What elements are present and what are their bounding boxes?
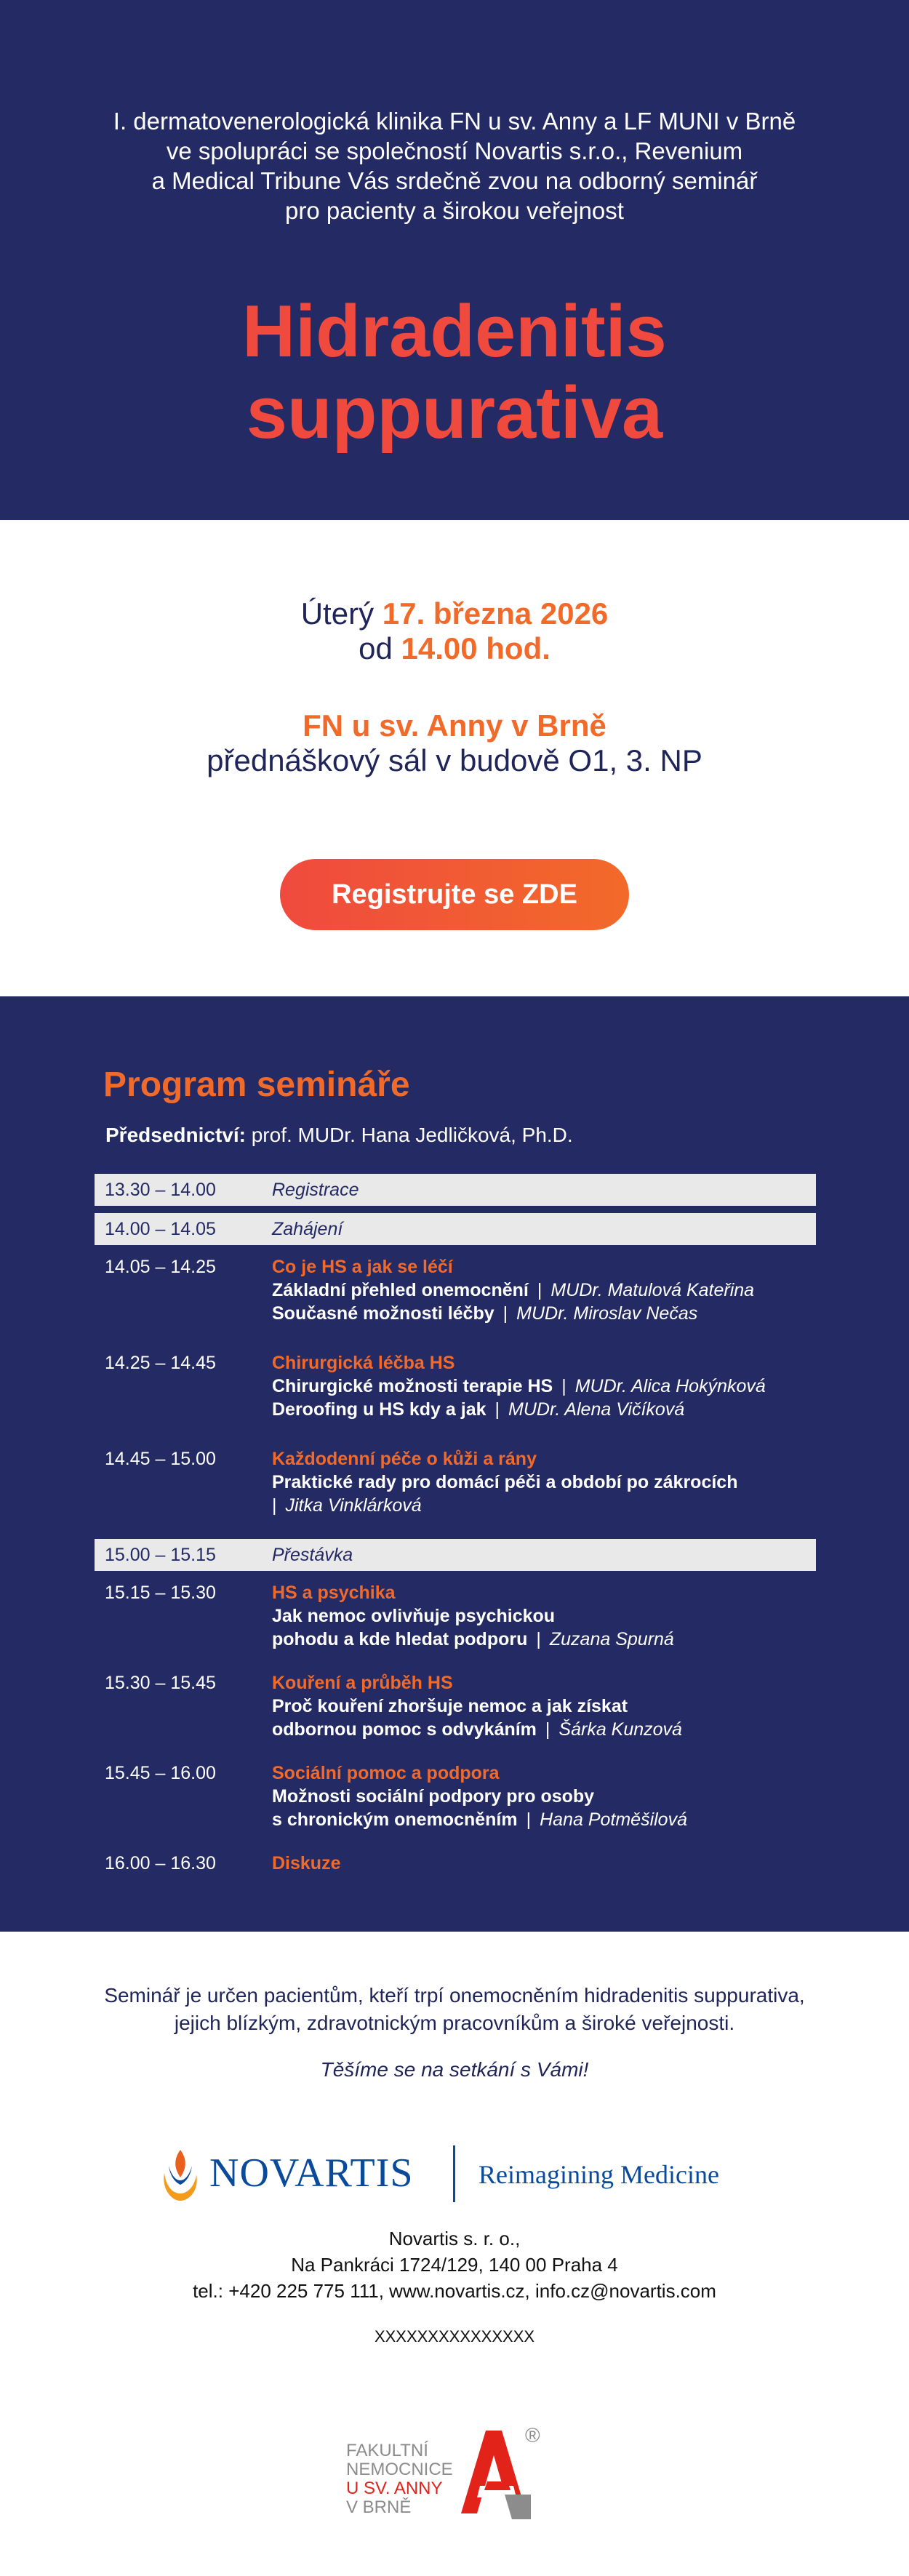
- invitation-text: [0, 106, 909, 225]
- row-time: 16.00 – 16.30: [105, 1853, 216, 1873]
- row-topic: Co je HS a jak se léčí: [272, 1257, 453, 1277]
- row-time: 15.45 – 16.00: [105, 1763, 216, 1783]
- row-time: 14.25 – 14.45: [105, 1353, 216, 1373]
- talk-title: Základní přehled onemocnění: [272, 1280, 529, 1300]
- event-date-line: [0, 596, 909, 632]
- event-place-name: FN u sv. Anny v Brně: [303, 708, 606, 743]
- event-date: 17. března 2026: [382, 596, 609, 631]
- talk-title: Současné možnosti léčby: [272, 1303, 494, 1324]
- row-topic: Sociální pomoc a podpora: [272, 1763, 500, 1783]
- talk-title: Praktické rady pro domácí péči a období po zákrocích: [272, 1472, 738, 1492]
- fn-logo-line: FAKULTNÍ: [346, 2441, 428, 2460]
- novartis-tagline: Reimagining Medicine: [478, 2160, 719, 2189]
- event-details: [0, 520, 909, 996]
- schedule-row: [95, 1174, 816, 1206]
- fn-logo-line: NEMOCNICE: [346, 2460, 453, 2479]
- fn-logo-line: U SV. ANNY: [346, 2479, 443, 2498]
- row-time: 14.05 – 14.25: [105, 1257, 216, 1277]
- program-section: [0, 996, 909, 1932]
- talk-line: [272, 1471, 816, 1494]
- audience-note-line: jejich blízkým, zdravotnickým pracovníkům a široké veřejnosti.: [174, 2012, 735, 2034]
- novartis-wordmark: NOVARTIS: [209, 2151, 414, 2196]
- event-day: Úterý: [300, 596, 375, 631]
- registered-mark: ®: [525, 2424, 540, 2447]
- schedule-row: [95, 1539, 816, 1571]
- fn-logo-line: V BRNĚ: [346, 2497, 412, 2517]
- talk-line: [272, 1604, 816, 1628]
- row-label: Přestávka: [272, 1545, 353, 1565]
- talk-title: Deroofing u HS kdy a jak: [272, 1399, 486, 1420]
- event-time: 14.00 hod.: [401, 631, 550, 665]
- invitation-line: pro pacienty a širokou veřejnost: [285, 197, 624, 224]
- audience-note-line: Seminář je určen pacientům, kteří trpí onemocněním hidradenitis suppurativa,: [104, 1984, 805, 2007]
- document-code: XXXXXXXXXXXXXXX: [374, 2327, 535, 2345]
- talk-title: odbornou pomoc s odvykáním: [272, 1719, 537, 1740]
- seminar-title-line: Hidradenitis: [242, 291, 667, 372]
- row-time: 15.30 – 15.45: [105, 1673, 216, 1693]
- audience-note: [0, 1982, 909, 2037]
- fn-a-icon: [451, 2425, 531, 2519]
- fn-logo-text: [346, 2441, 453, 2517]
- register-button[interactable]: Registrujte se ZDE: [280, 859, 629, 930]
- program-title: Program semináře: [103, 1065, 410, 1104]
- address-line: tel.: +420 225 775 111, www.novartis.cz, info.cz@novartis.com: [193, 2280, 716, 2302]
- row-content: [272, 1761, 816, 1831]
- chair-name: prof. MUDr. Hana Jedličková, Ph.D.: [251, 1124, 573, 1146]
- row-topic: Každodenní péče o kůži a rány: [272, 1449, 537, 1469]
- talk-title: pohodu a kde hledat podporu: [272, 1629, 528, 1649]
- talk-line: Chirurgické možnosti terapie HS | MUDr. Alica Hokýnková: [272, 1376, 766, 1396]
- talk-line: [272, 1695, 816, 1718]
- row-content: [272, 1581, 816, 1651]
- row-time: 15.00 – 15.15: [105, 1545, 216, 1565]
- talk-speaker: Jitka Vinklárková: [285, 1495, 422, 1516]
- row-content: [272, 1351, 816, 1421]
- chair-line: [105, 1123, 573, 1148]
- talk-title: Chirurgické možnosti terapie HS: [272, 1376, 553, 1396]
- row-topic: HS a psychika: [272, 1583, 396, 1603]
- logo-divider: [453, 2145, 455, 2202]
- row-content: [272, 1447, 816, 1517]
- talk-line: Základní přehled onemocnění | MUDr. Matulová Kateřina: [272, 1280, 755, 1300]
- footer-section: [0, 1932, 909, 2576]
- invitation-line: a Medical Tribune Vás srdečně zvou na odborný seminář: [151, 167, 758, 194]
- chair-label: Předsednictví:: [105, 1124, 246, 1146]
- schedule-row: [95, 1213, 816, 1245]
- talk-speaker: MUDr. Matulová Kateřina: [550, 1280, 755, 1300]
- row-content: [272, 1852, 816, 1875]
- talk-title: s chronickým onemocněním: [272, 1809, 518, 1830]
- invitation-line: I. dermatovenerologická klinika FN u sv. Anny a LF MUNI v Brně: [113, 108, 796, 135]
- row-label: Zahájení: [272, 1219, 343, 1239]
- event-time-line: [0, 631, 909, 667]
- address-line: Novartis s. r. o.,: [388, 2228, 521, 2249]
- row-time: 14.45 – 15.00: [105, 1449, 216, 1469]
- talk-line: odbornou pomoc s odvykáním | Šárka Kunzová: [272, 1719, 682, 1740]
- talk-speaker: MUDr. Miroslav Nečas: [516, 1303, 698, 1324]
- talk-speaker: Šárka Kunzová: [558, 1719, 682, 1740]
- event-time-prefix: od: [359, 631, 393, 665]
- row-topic: Chirurgická léčba HS: [272, 1353, 455, 1373]
- talk-speaker: Zuzana Spurná: [549, 1629, 674, 1649]
- talk-line: pohodu a kde hledat podporu | Zuzana Spurná: [272, 1629, 674, 1649]
- row-time: 13.30 – 14.00: [105, 1180, 216, 1200]
- address-line: Na Pankráci 1724/129, 140 00 Praha 4: [291, 2254, 618, 2276]
- talk-line: | Jitka Vinklárková: [272, 1495, 422, 1516]
- seminar-title: [0, 291, 909, 454]
- row-label: Registrace: [272, 1180, 359, 1200]
- company-address: [0, 2225, 909, 2304]
- novartis-flame-icon: [159, 2144, 202, 2202]
- talk-line: s chronickým onemocněním | Hana Potměšilová: [272, 1809, 687, 1830]
- talk-line: Současné možnosti léčby | MUDr. Miroslav Nečas: [272, 1303, 698, 1324]
- seminar-title-line: suppurativa: [246, 372, 663, 454]
- invitation-line: ve spolupráci se společností Novartis s.r.o., Revenium: [166, 137, 743, 164]
- row-time: 14.00 – 14.05: [105, 1219, 216, 1239]
- talk-line: Deroofing u HS kdy a jak | MUDr. Alena Vičíková: [272, 1399, 685, 1420]
- talk-speaker: MUDr. Alica Hokýnková: [574, 1376, 766, 1396]
- greeting: Těšíme se na setkání s Vámi!: [320, 2058, 589, 2081]
- row-content: [272, 1671, 816, 1741]
- hero-section: [0, 0, 909, 520]
- talk-speaker: Hana Potměšilová: [540, 1809, 687, 1830]
- talk-title: Jak nemoc ovlivňuje psychickou: [272, 1606, 556, 1626]
- talk-speaker: MUDr. Alena Vičíková: [508, 1399, 685, 1420]
- talk-title: Proč kouření zhoršuje nemoc a jak získat: [272, 1696, 628, 1716]
- row-topic: Kouření a průběh HS: [272, 1673, 453, 1693]
- event-place-detail: přednáškový sál v budově O1, 3. NP: [207, 743, 702, 777]
- row-content: [272, 1255, 816, 1325]
- row-time: 15.15 – 15.30: [105, 1583, 216, 1603]
- talk-title: Možnosti sociální podpory pro osoby: [272, 1786, 595, 1807]
- fn-brno-logo: [342, 2425, 574, 2534]
- talk-line: [272, 1785, 816, 1808]
- novartis-logo: [159, 2141, 755, 2207]
- row-topic: Diskuze: [272, 1853, 341, 1873]
